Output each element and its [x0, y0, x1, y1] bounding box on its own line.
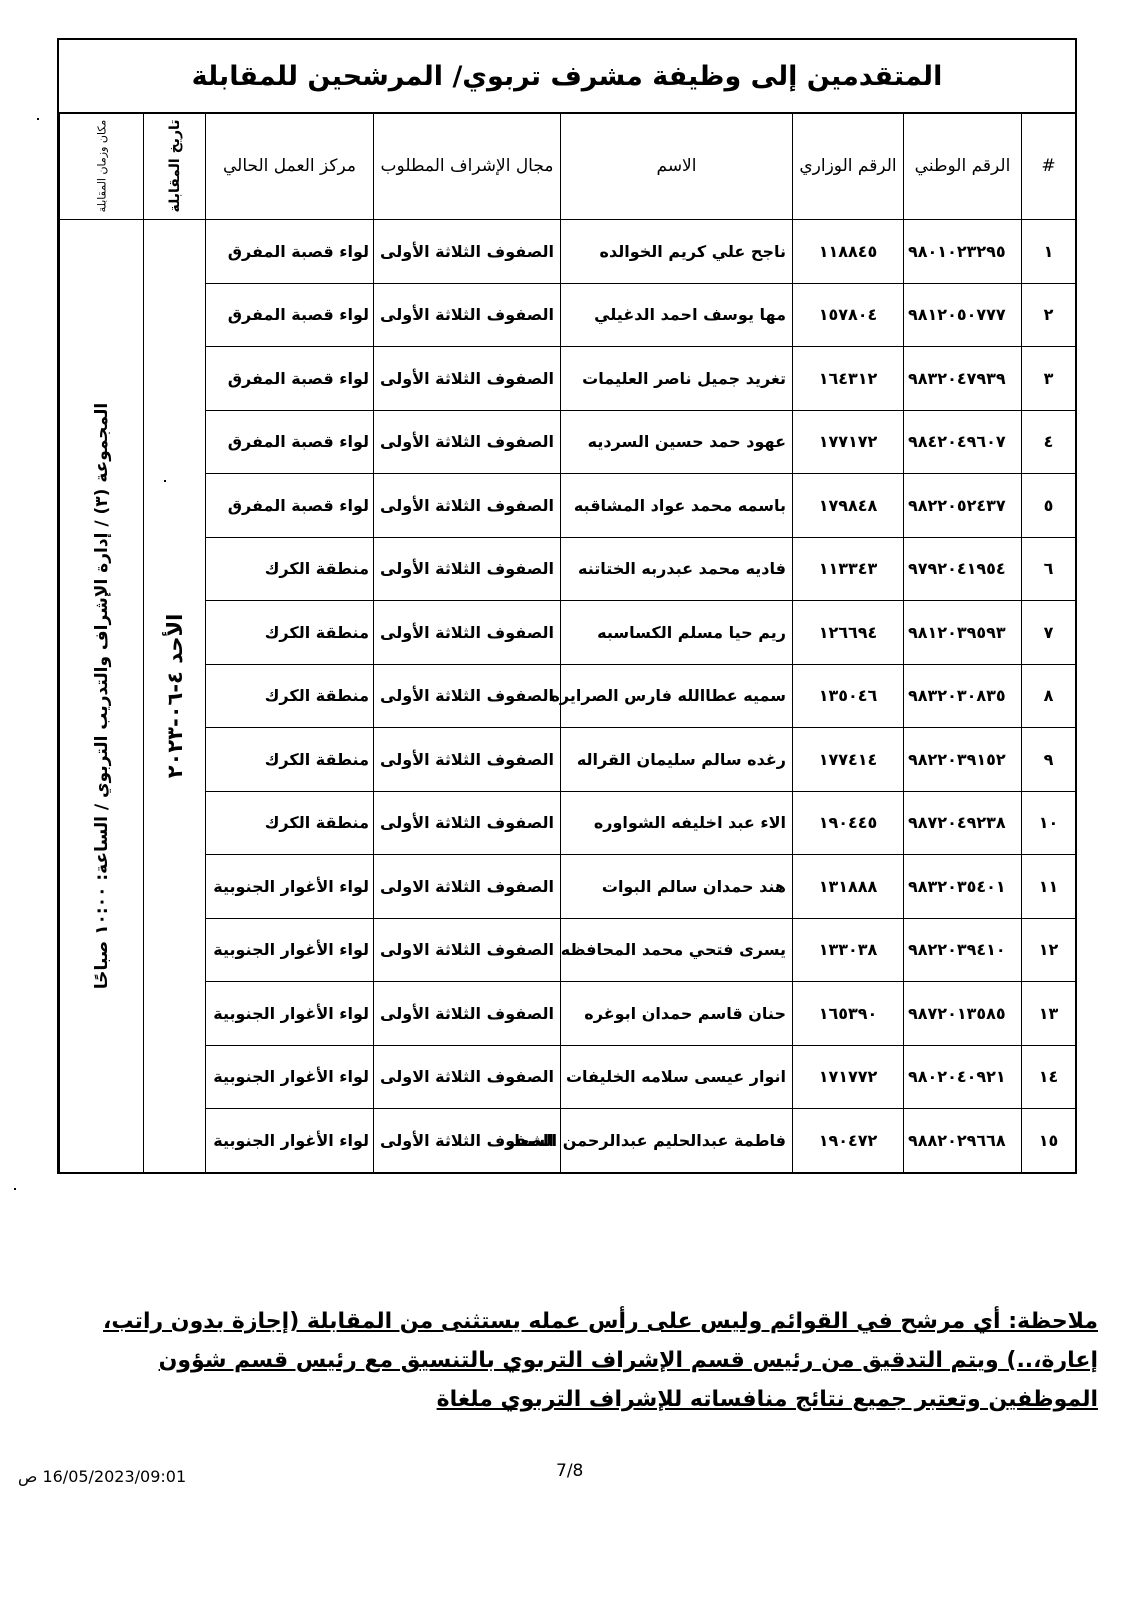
supervision-field-cell: الصفوف الثلاثة الاولى — [374, 855, 561, 919]
footer-page-number: 7/8 — [556, 1461, 584, 1481]
table-row — [60, 410, 1076, 474]
ministry-id-cell: ١٣٣٠٣٨ — [793, 918, 904, 982]
scan-speck — [164, 480, 166, 482]
name-cell: سميه عطاالله فارس الصرايره — [561, 664, 793, 728]
supervision-field-cell: الصفوف الثلاثة الأولى — [374, 220, 561, 284]
current-work-cell: لواء الأغوار الجنوبية — [206, 918, 374, 982]
table-row — [60, 347, 1076, 411]
ministry-id-cell: ١١٣٣٤٣ — [793, 537, 904, 601]
supervision-field-cell: الصفوف الثلاثة الأولى — [374, 982, 561, 1046]
national-id-cell: ٩٨٠٢٠٤٠٩٢١ — [904, 1045, 1022, 1109]
national-id-cell: ٩٨٣٢٠٣٥٤٠١ — [904, 855, 1022, 919]
current-work-cell: منطقة الكرك — [206, 601, 374, 665]
current-work-cell: لواء قصبة المفرق — [206, 283, 374, 347]
ministry-id-cell: ١٩٠٤٧٢ — [793, 1109, 904, 1173]
header-supervision-field: مجال الإشراف المطلوب — [374, 113, 561, 220]
national-id-cell: ٩٨٠١٠٢٣٢٩٥ — [904, 220, 1022, 284]
row-number: ١٥ — [1022, 1109, 1076, 1173]
supervision-field-cell: الصفوف الثلاثة الأولى — [374, 410, 561, 474]
ministry-id-cell: ١٣٥٠٤٦ — [793, 664, 904, 728]
header-interview-date — [144, 113, 206, 220]
table-row — [60, 918, 1076, 982]
supervision-field-cell: الصفوف الثلاثة الأولى — [374, 791, 561, 855]
current-work-cell: لواء الأغوار الجنوبية — [206, 855, 374, 919]
name-cell: رغده سالم سليمان القراله — [561, 728, 793, 792]
row-number: ٤ — [1022, 410, 1076, 474]
national-id-cell: ٩٨٧٢٠٤٩٢٣٨ — [904, 791, 1022, 855]
current-work-cell: لواء قصبة المفرق — [206, 410, 374, 474]
row-number: ٣ — [1022, 347, 1076, 411]
scan-speck — [14, 1188, 16, 1190]
table-body — [60, 220, 1076, 1173]
table-row — [60, 1109, 1076, 1173]
national-id-cell: ٩٨٤٢٠٤٩٦٠٧ — [904, 410, 1022, 474]
current-work-cell: منطقة الكرك — [206, 728, 374, 792]
interview-date-text: الأحد ٤-٠٦-٢٠٢٣ — [162, 613, 187, 779]
ministry-id-cell: ١٥٧٨٠٤ — [793, 283, 904, 347]
header-ministry-id: الرقم الوزاري — [793, 113, 904, 220]
row-number: ١٢ — [1022, 918, 1076, 982]
name-cell: ريم حيا مسلم الكساسبه — [561, 601, 793, 665]
row-number: ١٣ — [1022, 982, 1076, 1046]
table-row — [60, 283, 1076, 347]
current-work-cell: لواء قصبة المفرق — [206, 474, 374, 538]
national-id-cell: ٩٨٢٢٠٣٩١٥٢ — [904, 728, 1022, 792]
header-interview-date-text: تاريخ المقابلة — [166, 119, 183, 213]
national-id-cell: ٩٨٨٢٠٢٩٦٦٨ — [904, 1109, 1022, 1173]
row-number: ٩ — [1022, 728, 1076, 792]
ministry-id-cell: ١١٨٨٤٥ — [793, 220, 904, 284]
row-number: ٨ — [1022, 664, 1076, 728]
current-work-cell: منطقة الكرك — [206, 791, 374, 855]
ministry-id-cell: ١٦٥٣٩٠ — [793, 982, 904, 1046]
row-number: ١٤ — [1022, 1045, 1076, 1109]
ministry-id-cell: ١٧٩٨٤٨ — [793, 474, 904, 538]
header-current-work: مركز العمل الحالي — [206, 113, 374, 220]
table-row — [60, 220, 1076, 284]
header-interview-place-time — [60, 113, 144, 220]
national-id-cell: ٩٨١٢٠٣٩٥٩٣ — [904, 601, 1022, 665]
national-id-cell: ٩٧٩٢٠٤١٩٥٤ — [904, 537, 1022, 601]
ministry-id-cell: ١٧٧٤١٤ — [793, 728, 904, 792]
supervision-field-cell: الصفوف الثلاثة الأولى — [374, 347, 561, 411]
table-row — [60, 855, 1076, 919]
scan-speck — [37, 118, 39, 120]
header-name: الاسم — [561, 113, 793, 220]
row-number: ٦ — [1022, 537, 1076, 601]
ministry-id-cell: ١٢٦٦٩٤ — [793, 601, 904, 665]
name-cell: حنان قاسم حمدان ابوغره — [561, 982, 793, 1046]
table-row — [60, 601, 1076, 665]
current-work-cell: منطقة الكرك — [206, 537, 374, 601]
row-number: ٧ — [1022, 601, 1076, 665]
name-cell: باسمه محمد عواد المشاقبه — [561, 474, 793, 538]
row-number: ٥ — [1022, 474, 1076, 538]
ministry-id-cell: ١٣١٨٨٨ — [793, 855, 904, 919]
supervision-field-cell: الصفوف الثلاثة الأولى — [374, 664, 561, 728]
table-row — [60, 728, 1076, 792]
footer-timestamp: 16/05/2023/09:01 ص — [18, 1467, 187, 1486]
supervision-field-cell: الصفوف الثلاثة الأولى — [374, 474, 561, 538]
supervision-field-cell: الصفوف الثلاثة الأولى — [374, 601, 561, 665]
page-title: المتقدمين إلى وظيفة مشرف تربوي/ المرشحين للمقابلة — [59, 40, 1075, 114]
name-cell: فاديه محمد عبدربه الختاتنه — [561, 537, 793, 601]
table-row — [60, 791, 1076, 855]
supervision-field-cell: الصفوف الثلاثة الأولى — [374, 1109, 561, 1173]
candidates-table — [59, 112, 1076, 1173]
interview-place-time-text: المجموعة (٣) / إدارة الإشراف والتدريب التربوي / الساعة: ١٠:٠٠ صباحًا — [91, 402, 112, 989]
table-row — [60, 537, 1076, 601]
header-index: # — [1022, 113, 1076, 220]
national-id-cell: ٩٨٢٢٠٥٢٤٣٧ — [904, 474, 1022, 538]
supervision-field-cell: الصفوف الثلاثة الأولى — [374, 283, 561, 347]
supervision-field-cell: الصفوف الثلاثة الأولى — [374, 537, 561, 601]
supervision-field-cell: الصفوف الثلاثة الاولى — [374, 1045, 561, 1109]
row-number: ١ — [1022, 220, 1076, 284]
note-text: ملاحظة: أي مرشح في القوائم وليس على رأس عمله يستثنى من المقابلة (إجازة بدون راتب، إعارة،..) ويتم التدقيق من رئيس قسم الإشراف التربوي بالتنسيق مع رئيس قسم شؤون الموظفين وتعتبر جميع نتائج منافساته للإشراف التربوي ملغاة — [103, 1309, 1098, 1412]
row-number: ١١ — [1022, 855, 1076, 919]
current-work-cell: لواء قصبة المفرق — [206, 220, 374, 284]
current-work-cell: لواء الأغوار الجنوبية — [206, 982, 374, 1046]
row-number: ٢ — [1022, 283, 1076, 347]
note-paragraph — [58, 1302, 1098, 1419]
name-cell: فاطمة عبدالحليم عبدالرحمن الشعار — [561, 1109, 793, 1173]
header-interview-place-time-text: مكان وزمان المقابلة — [95, 119, 108, 213]
document-sheet — [57, 38, 1077, 1174]
table-header-row — [60, 113, 1076, 220]
national-id-cell: ٩٨٢٢٠٣٩٤١٠ — [904, 918, 1022, 982]
ministry-id-cell: ١٩٠٤٤٥ — [793, 791, 904, 855]
name-cell: الاء عبد اخليفه الشواوره — [561, 791, 793, 855]
ministry-id-cell: ١٧٧١٧٢ — [793, 410, 904, 474]
name-cell: عهود حمد حسين السرديه — [561, 410, 793, 474]
current-work-cell: منطقة الكرك — [206, 664, 374, 728]
supervision-field-cell: الصفوف الثلاثة الأولى — [374, 728, 561, 792]
current-work-cell: لواء الأغوار الجنوبية — [206, 1045, 374, 1109]
national-id-cell: ٩٨١٢٠٥٠٧٧٧ — [904, 283, 1022, 347]
table-row — [60, 1045, 1076, 1109]
name-cell: هند حمدان سالم البوات — [561, 855, 793, 919]
table-row — [60, 982, 1076, 1046]
name-cell: ناجح علي كريم الخوالده — [561, 220, 793, 284]
name-cell: يسرى فتحي محمد المحافظه — [561, 918, 793, 982]
name-cell: مها يوسف احمد الدغيلي — [561, 283, 793, 347]
supervision-field-cell: الصفوف الثلاثة الاولى — [374, 918, 561, 982]
row-number: ١٠ — [1022, 791, 1076, 855]
ministry-id-cell: ١٧١٧٧٢ — [793, 1045, 904, 1109]
interview-date-cell — [144, 220, 206, 1173]
name-cell: تغريد جميل ناصر العليمات — [561, 347, 793, 411]
table-row — [60, 664, 1076, 728]
national-id-cell: ٩٨٣٢٠٤٧٩٣٩ — [904, 347, 1022, 411]
name-cell: انوار عيسى سلامه الخليفات — [561, 1045, 793, 1109]
ministry-id-cell: ١٦٤٣١٢ — [793, 347, 904, 411]
interview-place-time-cell — [60, 220, 144, 1173]
national-id-cell: ٩٨٣٢٠٣٠٨٣٥ — [904, 664, 1022, 728]
current-work-cell: لواء الأغوار الجنوبية — [206, 1109, 374, 1173]
national-id-cell: ٩٨٧٢٠١٣٥٨٥ — [904, 982, 1022, 1046]
current-work-cell: لواء قصبة المفرق — [206, 347, 374, 411]
table-row — [60, 474, 1076, 538]
header-national-id: الرقم الوطني — [904, 113, 1022, 220]
